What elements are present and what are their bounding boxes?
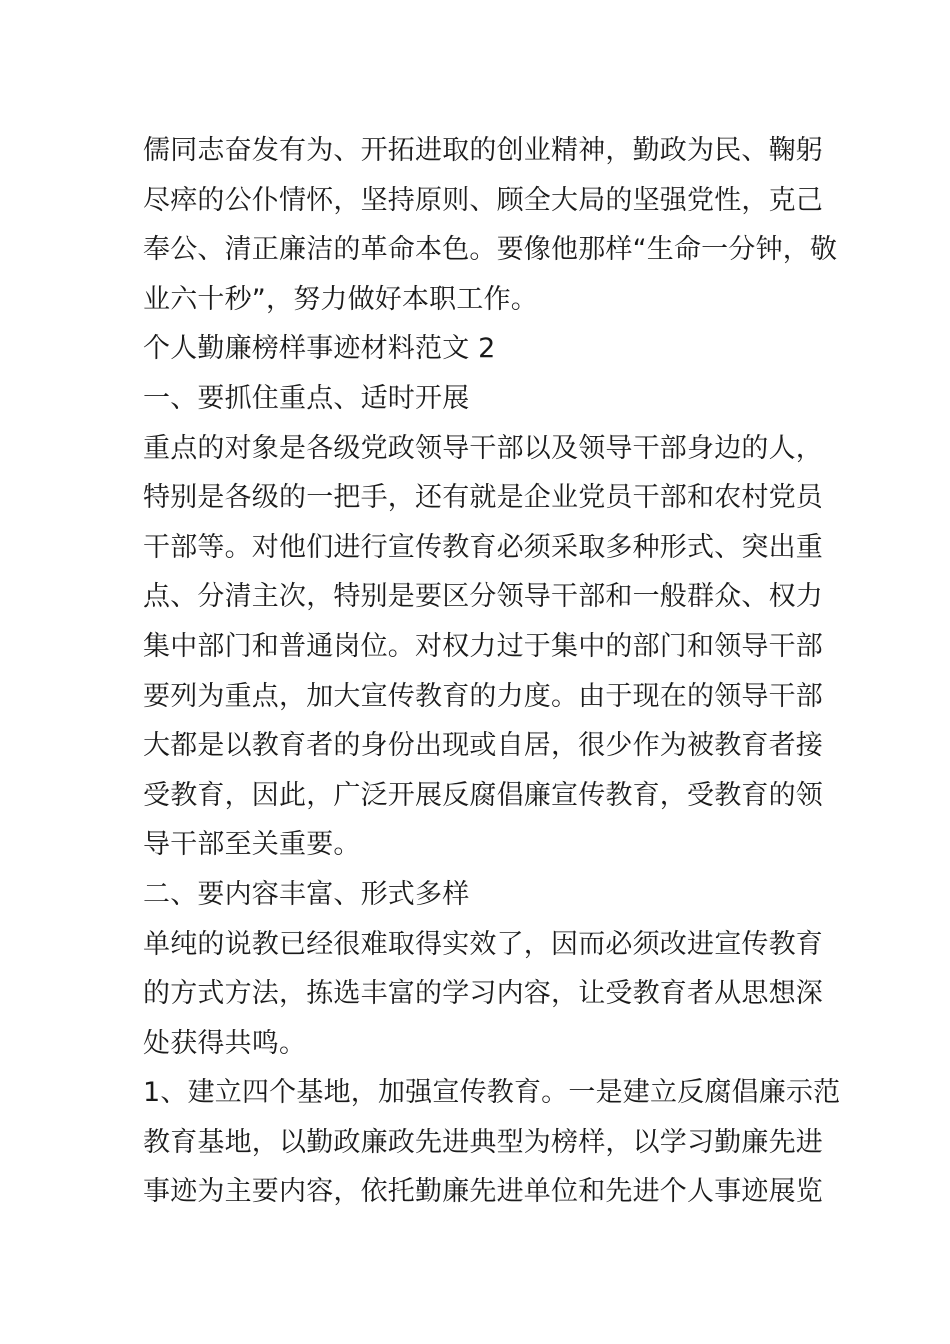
text-line: 1、建立四个基地，加强宣传教育。一是建立反腐倡廉示范 <box>143 1077 841 1109</box>
text-line: 受教育，因此，广泛开展反腐倡廉宣传教育，受教育的领 <box>143 779 823 811</box>
document-title <box>143 324 807 374</box>
section-2-paragraph <box>143 920 823 1069</box>
intro-paragraph <box>143 126 838 324</box>
text-line: 特别是各级的一把手，还有就是企业党员干部和农村党员 <box>143 482 823 514</box>
text-line: 业六十秒”，努力做好本职工作。 <box>143 283 538 315</box>
text-line: 大都是以教育者的身份出现或自居，很少作为被教育者接 <box>143 730 823 762</box>
title-text: 个人勤廉榜样事迹材料范文 2 <box>143 333 496 365</box>
heading-text: 一、要抓住重点、适时开展 <box>143 382 470 414</box>
item-1-paragraph <box>143 1068 841 1217</box>
section-1-paragraph <box>143 424 823 870</box>
text-line: 教育基地，以勤政廉政先进典型为榜样，以学习勤廉先进 <box>143 1126 823 1158</box>
text-line: 事迹为主要内容，依托勤廉先进单位和先进个人事迹展览 <box>143 1176 823 1208</box>
section-2-heading <box>143 870 807 920</box>
text-line: 导干部至关重要。 <box>143 829 361 861</box>
heading-text: 二、要内容丰富、形式多样 <box>143 878 470 910</box>
document-body <box>143 126 841 1217</box>
text-line: 干部等。对他们进行宣传教育必须采取多种形式、突出重 <box>143 531 823 563</box>
text-line: 的方式方法，拣选丰富的学习内容，让受教育者从思想深 <box>143 978 823 1010</box>
text-line: 点、分清主次，特别是要区分领导干部和一般群众、权力 <box>143 581 823 613</box>
text-line: 奉公、清正廉洁的革命本色。要像他那样“生命一分钟，敬 <box>143 234 838 266</box>
text-line: 集中部门和普通岗位。对权力过于集中的部门和领导干部 <box>143 630 823 662</box>
section-1-heading <box>143 374 807 424</box>
text-line: 处获得共鸣。 <box>143 1027 307 1059</box>
text-line: 要列为重点，加大宣传教育的力度。由于现在的领导干部 <box>143 680 823 712</box>
text-line: 单纯的说教已经很难取得实效了，因而必须改进宣传教育 <box>143 928 823 960</box>
text-line: 尽瘁的公仆情怀，坚持原则、顾全大局的坚强党性，克己 <box>143 184 823 216</box>
text-line: 儒同志奋发有为、开拓进取的创业精神，勤政为民、鞠躬 <box>143 135 823 166</box>
text-line: 重点的对象是各级党政领导干部以及领导干部身边的人， <box>143 432 823 464</box>
